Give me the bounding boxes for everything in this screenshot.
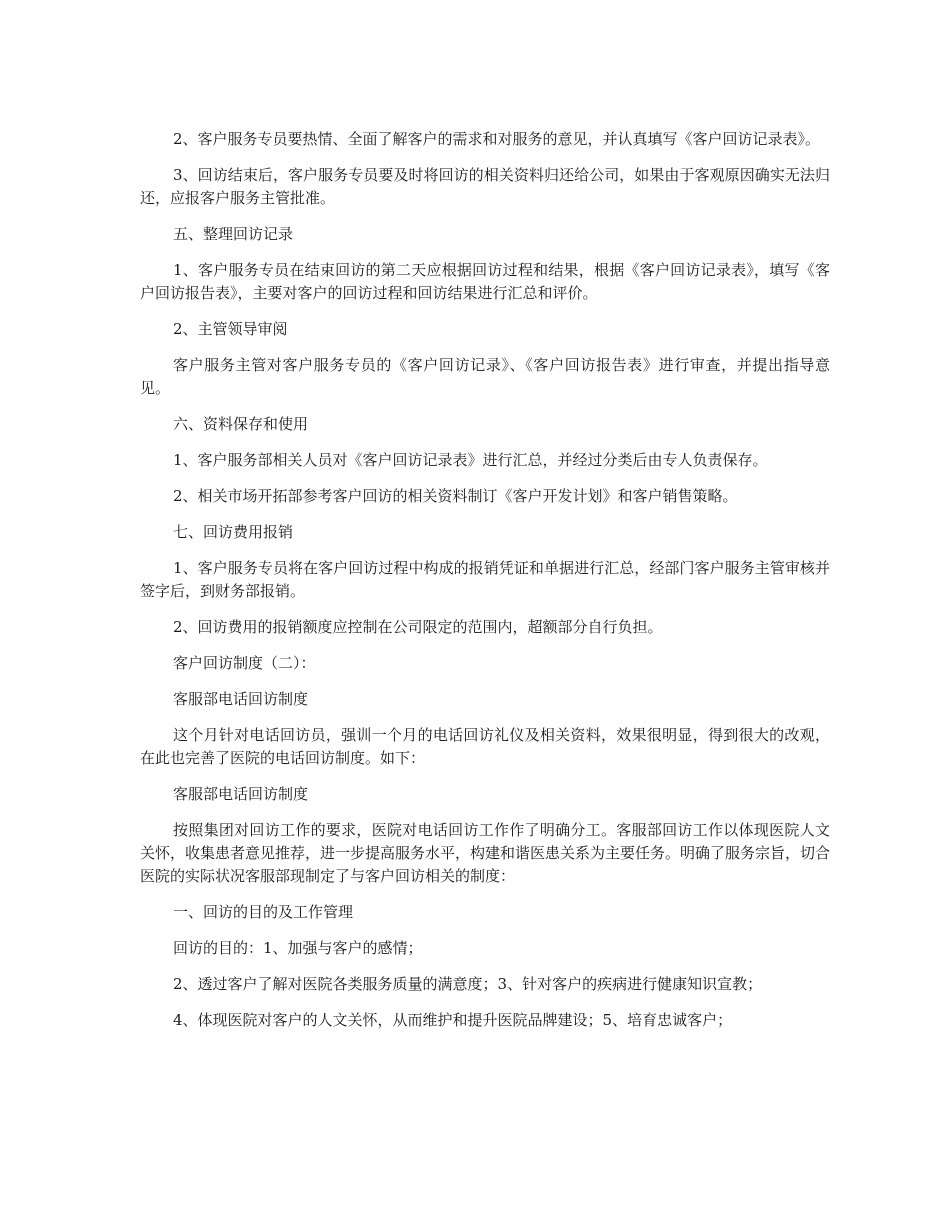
section-heading: 客服部电话回访制度 xyxy=(173,690,309,708)
paragraph: 2、相关市场开拓部参考客户回访的相关资料制订《客户开发计划》和客户销售策略。 xyxy=(173,487,738,505)
paragraph: 回访的目的：1、加强与客户的感情； xyxy=(173,939,423,957)
paragraph: 这个月针对电话回访员，强训一个月的电话回访礼仪及相关资料，效果很明显，得到很大的改观，在此也完善了医院的电话回访制度。如下： xyxy=(140,726,830,767)
paragraph: 2、回访费用的报销额度应控制在公司限定的范围内，超额部分自行负担。 xyxy=(173,618,663,636)
paragraph: 按照集团对回访工作的要求，医院对电话回访工作作了明确分工。客服部回访工作以体现医院人文关怀，收集患者意见推荐，进一步提高服务水平，构建和谐医患关系为主要任务。明确了服务宗旨，切合医院的实际状况客服部现制定了与客户回访相关的制度： xyxy=(140,821,831,885)
paragraph: 1、客户服务专员在结束回访的第二天应根据回访过程和结果，根据《客户回访记录表》，填写《客户回访报告表》，主要对客户的回访过程和回访结果进行汇总和评价。 xyxy=(140,261,830,302)
paragraph: 4、体现医院对客户的人文关怀，从而维护和提升医院品牌建设；5、培育忠诚客户； xyxy=(173,1011,733,1029)
paragraph: 2、主管领导审阅 xyxy=(173,320,288,338)
document-body xyxy=(140,128,830,1045)
paragraph: 客户服务主管对客户服务专员的《客户回访记录》、《客户回访报告表》进行审查，并提出指导意见。 xyxy=(140,356,830,397)
section-heading: 六、资料保存和使用 xyxy=(173,415,309,433)
paragraph: 2、客户服务专员要热情、全面了解客户的需求和对服务的意见，并认真填写《客户回访记录表》。 xyxy=(173,130,821,148)
paragraph: 1、客户服务专员将在客户回访过程中构成的报销凭证和单据进行汇总，经部门客户服务主管审核并签字后，到财务部报销。 xyxy=(140,559,830,600)
paragraph: 1、客户服务部相关人员对《客户回访记录表》进行汇总，并经过分类后由专人负责保存。 xyxy=(173,451,768,469)
section-heading: 七、回访费用报销 xyxy=(173,523,294,541)
section-heading: 一、回访的目的及工作管理 xyxy=(173,903,354,921)
paragraph: 2、透过客户了解对医院各类服务质量的满意度；3、针对客户的疾病进行健康知识宣教； xyxy=(173,975,763,993)
paragraph: 3、回访结束后，客户服务专员要及时将回访的相关资料归还给公司，如果由于客观原因确实无法归还，应报客户服务主管批准。 xyxy=(140,166,830,207)
section-heading: 五、整理回访记录 xyxy=(173,225,294,243)
section-heading: 客户回访制度（二）： xyxy=(173,654,316,672)
section-heading: 客服部电话回访制度 xyxy=(173,785,309,803)
